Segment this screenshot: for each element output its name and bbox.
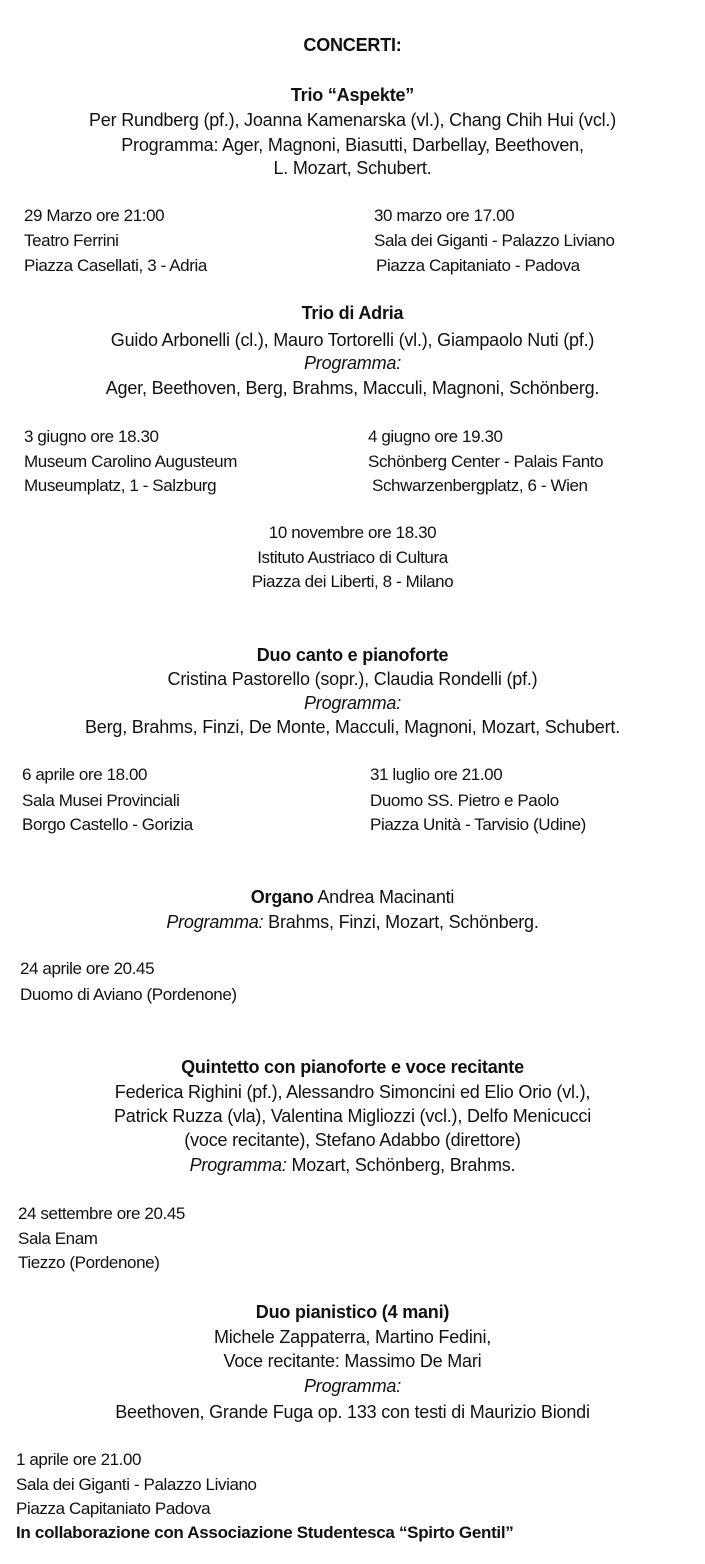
program: L. Mozart, Schubert. (273, 158, 432, 178)
section-title: Trio “Aspekte” (290, 85, 415, 105)
event-date: 10 novembre ore 18.30 (268, 523, 437, 542)
program-label: Programma: (166, 912, 264, 932)
program-label: Programma: (189, 1155, 287, 1175)
program-label: Programma: (303, 1376, 402, 1396)
performers: Federica Righini (pf.), Alessandro Simoncini ed Elio Orio (vl.), (114, 1082, 591, 1102)
event-date: 4 giugno ore 19.30 (368, 427, 503, 446)
event-address: Tiezzo (Pordenone) (18, 1253, 160, 1272)
event-address: Piazza Unità - Tarvisio (Udine) (370, 815, 586, 834)
program-label: Programma: (303, 693, 402, 713)
organist-name: Andrea Macinanti (313, 887, 455, 907)
event-venue: Schönberg Center - Palais Fanto (368, 452, 604, 471)
event-address: Schwarzenbergplatz, 6 - Wien (372, 476, 588, 495)
event-date: 30 marzo ore 17.00 (374, 206, 515, 225)
event-venue: Teatro Ferrini (24, 231, 119, 250)
event-venue: Sala Musei Provinciali (22, 791, 180, 810)
event-venue: Duomo SS. Pietro e Paolo (370, 791, 559, 810)
event-date: 24 settembre ore 20.45 (18, 1204, 185, 1223)
event-venue: Sala dei Giganti - Palazzo Liviano (16, 1475, 257, 1494)
collaboration-note: In collaborazione con Associazione Studentesca “Spirto Gentil” (16, 1523, 514, 1542)
event-address: Piazza dei Liberti, 8 - Milano (251, 572, 454, 591)
performers: (voce recitante), Stefano Adabbo (direttore) (184, 1130, 521, 1150)
event-address: Piazza Casellati, 3 - Adria (24, 256, 207, 275)
section-title: Duo canto e pianoforte (256, 645, 449, 665)
event-date: 1 aprile ore 21.00 (16, 1450, 142, 1469)
page-title: CONCERTI: (303, 35, 402, 55)
event-venue: Sala Enam (18, 1229, 98, 1248)
event-venue: Sala dei Giganti - Palazzo Liviano (374, 231, 615, 250)
section-title (0, 886, 705, 908)
event-date: 6 aprile ore 18.00 (22, 765, 148, 784)
event-date: 24 aprile ore 20.45 (20, 959, 155, 978)
performers: Michele Zappaterra, Martino Fedini, (213, 1327, 492, 1347)
event-venue: Duomo di Aviano (Pordenone) (20, 985, 237, 1004)
organ-label: Organo (250, 887, 314, 907)
program-list: Brahms, Finzi, Mozart, Schönberg. (263, 912, 539, 932)
performers: Cristina Pastorello (sopr.), Claudia Rondelli (pf.) (167, 669, 538, 689)
program: Berg, Brahms, Finzi, De Monte, Macculi, Magnoni, Mozart, Schubert. (84, 717, 620, 737)
performers: Per Rundberg (pf.), Joanna Kamenarska (vl.), Chang Chih Hui (vcl.) (88, 110, 617, 130)
program (0, 1154, 705, 1176)
event-address: Borgo Castello - Gorizia (22, 815, 193, 834)
program-label: Programma: (303, 353, 402, 373)
event-address: Piazza Capitaniato - Padova (376, 256, 580, 275)
event-date: 31 luglio ore 21.00 (370, 765, 503, 784)
performers: Patrick Ruzza (vla), Valentina Migliozzi (vcl.), Delfo Menicucci (113, 1106, 591, 1126)
section-title: Quintetto con pianoforte e voce recitante (181, 1057, 524, 1077)
section-title: Trio di Adria (301, 303, 404, 323)
event-date: 3 giugno ore 18.30 (24, 427, 159, 446)
program (0, 911, 705, 933)
event-venue: Istituto Austriaco di Cultura (257, 548, 448, 567)
performers: Voce recitante: Massimo De Mari (223, 1351, 482, 1371)
program: Ager, Beethoven, Berg, Brahms, Macculi, Magnoni, Schönberg. (105, 378, 600, 398)
section-title: Duo pianistico (4 mani) (255, 1302, 450, 1322)
program-list: Mozart, Schönberg, Brahms. (286, 1155, 516, 1175)
event-address: Museumplatz, 1 - Salzburg (24, 476, 217, 495)
program: Beethoven, Grande Fuga op. 133 con testi di Maurizio Biondi (115, 1402, 590, 1422)
performers: Guido Arbonelli (cl.), Mauro Tortorelli (vl.), Giampaolo Nuti (pf.) (110, 330, 595, 350)
event-date: 29 Marzo ore 21:00 (24, 206, 165, 225)
program: Programma: Ager, Magnoni, Biasutti, Darbellay, Beethoven, (121, 135, 584, 155)
event-address: Piazza Capitaniato Padova (16, 1499, 211, 1518)
event-venue: Museum Carolino Augusteum (24, 452, 238, 471)
